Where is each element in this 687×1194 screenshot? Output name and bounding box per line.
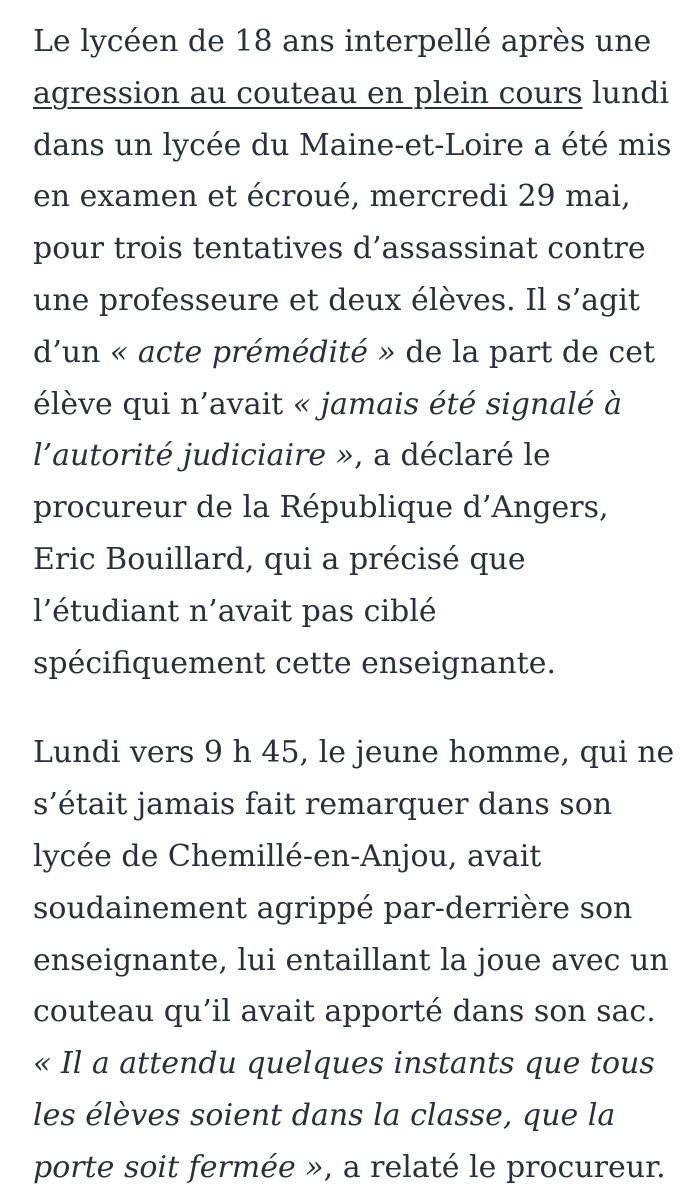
paragraph-2-text-2: , a relaté le procureur. [323,1149,666,1185]
paragraph-1-text-2: lundi dans un lycée du Maine-et-Loire a été mis en examen et écroué, mercredi 29 mai, pour trois tentatives d’assassinat contre une professeure et deux élèves. Il s’agit d’un [33,75,672,370]
paragraph-1-text-3: de la part de cet élève qui n’avait [33,334,656,422]
stabbing-article-link[interactable]: agression au couteau en plein cours [33,75,583,111]
article-paragraph-2 [33,727,677,1193]
article-paragraph-1 [33,16,677,689]
prosecutor-quote: « Il a attendu quelques instants que tous les élèves soient dans la classe, que la porte soit fermée » [33,1046,655,1185]
premeditated-act-quote: « acte prémédité » [109,334,396,370]
paragraph-1-text-1: Le lycéen de 18 ans interpellé après une [33,24,652,59]
paragraph-1-text-4: , a déclaré le procureur de la République d’Angers, Eric Bouillard, qui a précisé que l’étudiant n’avait pas ciblé spécifiquement cette enseignante. [33,438,609,681]
judicial-authority-quote: « jamais été signalé à l’autorité judiciaire » [33,386,622,474]
paragraph-2-text-1: Lundi vers 9 h 45, le jeune homme, qui ne s’était jamais fait remarquer dans son lycée de Chemillé-en-Anjou, avait soudainement agrippé par-derrière son enseignante, lui entaillant la joue avec un couteau qu’il avait apporté dans son sac. [33,735,675,1030]
